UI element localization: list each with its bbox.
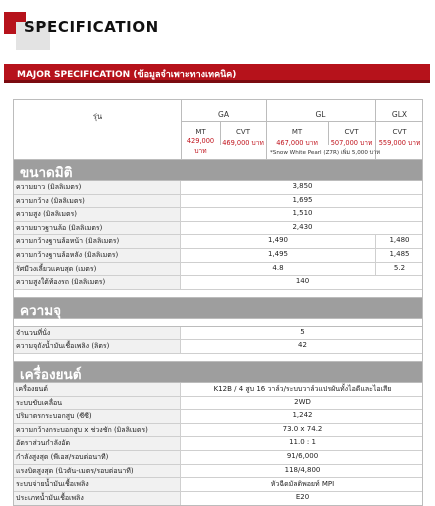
section-title: เครื่องยนต์ xyxy=(20,366,82,383)
section-engine xyxy=(14,362,422,383)
section-dimensions xyxy=(14,160,422,181)
table-row xyxy=(14,235,422,249)
ga-cvt-label: CVT xyxy=(236,128,250,136)
row-label: ระบบจ่ายน้ำมันเชื้อเพลิง xyxy=(16,480,89,489)
table-row xyxy=(14,424,422,438)
table-row xyxy=(14,383,422,397)
row-label: แรงบิดสูงสุด (นิวตัน-เมตร/รอบต่อนาที) xyxy=(16,466,134,475)
table-row xyxy=(14,465,422,479)
row-value: หัวฉีดมัลติพอยท์ MPI xyxy=(270,480,335,489)
model-label: รุ่น xyxy=(92,112,103,121)
row-label: ความยาวฐานล้อ (มิลลิเมตร) xyxy=(16,223,103,232)
gl-cvt-label: CVT xyxy=(344,128,359,136)
grade-ga: GA xyxy=(218,110,229,119)
table-row xyxy=(14,195,422,209)
table-row xyxy=(14,208,422,222)
row-value: 118/4,800 xyxy=(284,465,321,474)
ga-cvt-price: 469,000 บาท xyxy=(222,139,264,147)
table-row xyxy=(14,327,422,341)
ga-mt-label: MT xyxy=(195,128,206,136)
row-value: 73.0 x 74.2 xyxy=(282,424,323,433)
row-value-glx: 1,480 xyxy=(389,236,410,245)
ga-mt-price: 429,000 บาท xyxy=(186,137,215,155)
row-label: อัตราส่วนกำลังอัด xyxy=(16,439,71,448)
row-value-glx: 5.2 xyxy=(393,263,406,272)
section-title: ความจุ xyxy=(20,302,62,319)
row-label: ความกว้าง (มิลลิเมตร) xyxy=(16,196,85,205)
table-row xyxy=(14,451,422,465)
spec-header xyxy=(0,8,435,52)
glx-cvt-label: CVT xyxy=(392,128,407,136)
section-capacity xyxy=(14,298,422,319)
table-row xyxy=(14,222,422,236)
row-value: 1,510 xyxy=(292,209,313,218)
section-gap xyxy=(14,290,422,298)
row-value: 3,850 xyxy=(292,182,313,190)
row-value: 42 xyxy=(298,341,307,350)
row-value: 2WD xyxy=(294,397,311,406)
color-note: *Snow White Pearl (Z7R) เพิ่ม 5,000 บาท xyxy=(270,150,381,156)
row-value: 4.8 xyxy=(272,263,284,272)
table-row xyxy=(14,263,422,277)
row-value: 140 xyxy=(295,277,310,286)
row-value: 1,490 xyxy=(267,236,289,245)
section-title: ขนาดมิติ xyxy=(20,165,73,181)
row-value: 11.0 : 1 xyxy=(289,438,316,447)
row-value: 2,430 xyxy=(292,222,313,231)
row-label: ประเภทน้ำมันเชื้อเพลิง xyxy=(16,493,84,502)
major-spec-bar xyxy=(4,64,430,83)
table-row xyxy=(14,478,422,492)
row-label: รัศมีวงเลี้ยวแคบสุด (เมตร) xyxy=(16,264,97,273)
row-label: ความกว้างฐานล้อหน้า (มิลลิเมตร) xyxy=(16,237,120,246)
table-row xyxy=(14,397,422,411)
row-label: ปริมาตรกระบอกสูบ (ซีซี) xyxy=(16,412,92,421)
row-label: ความกว้างฐานล้อหลัง (มิลลิเมตร) xyxy=(16,250,119,259)
row-label: ความจุถังน้ำมันเชื้อเพลิง (ลิตร) xyxy=(16,342,110,351)
grade-glx: GLX xyxy=(391,110,408,119)
table-row xyxy=(14,340,422,354)
row-label: ระบบขับเคลื่อน xyxy=(16,398,62,407)
gl-mt-price: 467,000 บาท xyxy=(276,139,318,147)
gl-mt-label: MT xyxy=(291,128,303,136)
row-label: ความกว้างกระบอกสูบ x ช่วงชัก (มิลลิเมตร) xyxy=(16,425,148,434)
table-row xyxy=(14,437,422,451)
table-header xyxy=(14,100,422,160)
section-gap xyxy=(14,319,422,327)
row-value: 1,242 xyxy=(292,411,313,420)
gl-cvt-price: 507,000 บาท xyxy=(330,139,373,147)
row-value: K12B / 4 สูบ 16 วาล์ว/ระบบวาล์วแปรผันทั้งไอดีและไอเสีย xyxy=(213,384,392,393)
row-label: จำนวนที่นั่ง xyxy=(16,328,51,337)
row-label: ความสูงใต้ท้องรถ (มิลลิเมตร) xyxy=(16,278,106,287)
table-row xyxy=(14,276,422,290)
row-label: ความสูง (มิลลิเมตร) xyxy=(16,210,78,219)
row-label: เครื่องยนต์ xyxy=(16,384,48,393)
spec-table xyxy=(13,99,423,506)
table-row xyxy=(14,410,422,424)
table-row xyxy=(14,492,422,506)
section-gap xyxy=(14,354,422,362)
page-title: SPECIFICATION xyxy=(24,18,159,36)
glx-cvt-price: 559,000 บาท xyxy=(378,139,421,147)
row-value: 1,695 xyxy=(292,195,313,204)
row-value: 1,495 xyxy=(267,249,289,258)
row-value-glx: 1,485 xyxy=(389,249,410,258)
grade-gl: GL xyxy=(315,110,326,119)
major-spec-title: MAJOR SPECIFICATION (ข้อมูลจำเพาะทางเทคนิค) xyxy=(17,70,237,80)
row-label: ความยาว (มิลลิเมตร) xyxy=(16,183,82,191)
row-value: E20 xyxy=(295,492,310,501)
table-row xyxy=(14,181,422,195)
table-row xyxy=(14,249,422,263)
row-value: 91/6,000 xyxy=(286,451,319,460)
row-label: กำลังสูงสุด (พีเอส/รอบต่อนาที) xyxy=(16,452,109,461)
row-value: 5 xyxy=(300,327,305,336)
